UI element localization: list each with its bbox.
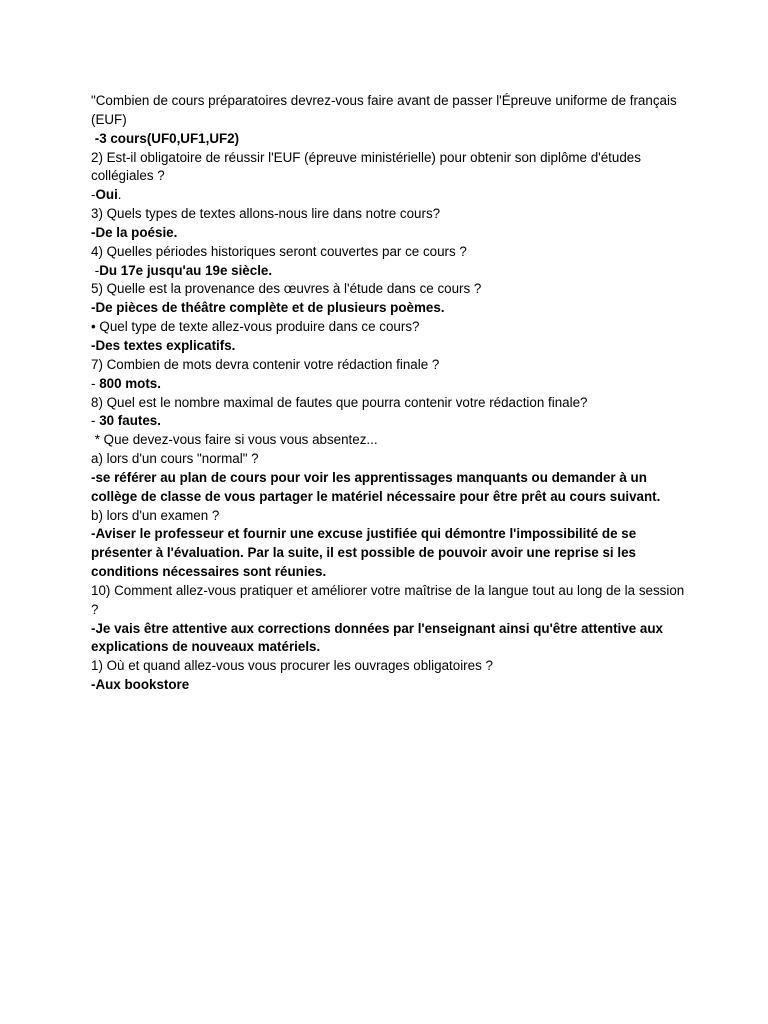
answer-7-bold: 800 mots.	[99, 375, 161, 391]
answer-11: -Aux bookstore	[91, 677, 190, 693]
question-10: 10) Comment allez-vous pratiquer et améliorer votre maîtrise de la langue tout au long de la session ?	[91, 582, 688, 617]
question-1: "Combien de cours préparatoires devrez-vous faire avant de passer l'Épreuve uniforme de français (EUF)	[91, 93, 681, 127]
answer-2	[91, 186, 691, 205]
document-body	[91, 92, 691, 695]
answer-7	[91, 375, 691, 394]
question-9a: a) lors d'un cours "normal" ?	[91, 451, 259, 467]
answer-2-suffix: .	[117, 187, 122, 203]
answer-9b: -Aviser le professeur et fournir une excuse justifiée qui démontre l'impossibilité de se présenter à l'évaluation. Par la suite, il est possible de pouvoir avoir une reprise si les conditions nécessaires sont réunies.	[91, 526, 640, 580]
answer-8-prefix: -	[91, 413, 100, 429]
question-7: 7) Combien de mots devra contenir votre rédaction finale ?	[91, 356, 440, 372]
answer-10: -Je vais être attentive aux corrections données par l'enseignant ainsi qu'être attentive aux explications de nouveaux matériels.	[91, 620, 667, 655]
answer-5: -De pièces de théâtre complète et de plusieurs poèmes.	[91, 300, 445, 316]
question-2: 2) Est-il obligatoire de réussir l'EUF (épreuve ministérielle) pour obtenir son diplôme d'études collégiales ?	[91, 149, 645, 184]
question-11: 1) Où et quand allez-vous vous procurer les ouvrages obligatoires ?	[91, 658, 493, 674]
answer-4-bold: Du 17e jusqu'au 19e siècle.	[99, 262, 273, 278]
answer-2-prefix: -	[91, 187, 96, 203]
answer-4	[91, 262, 691, 281]
answer-8-bold: 30 fautes.	[99, 413, 161, 429]
answer-1: -3 cours(UF0,UF1,UF2)	[91, 130, 240, 146]
answer-2-bold: Oui	[95, 187, 118, 203]
answer-7-prefix: -	[91, 375, 100, 391]
answer-9a: -se référer au plan de cours pour voir les apprentissages manquants ou demander à un collège de classe de vous partager le matériel nécessaire pour être prêt au cours suivant.	[91, 469, 661, 504]
answer-4-prefix: -	[91, 262, 100, 278]
question-8: 8) Quel est le nombre maximal de fautes que pourra contenir votre rédaction finale?	[91, 394, 588, 410]
answer-3: -De la poésie.	[91, 224, 178, 240]
question-4: 4) Quelles périodes historiques seront couvertes par ce cours ?	[91, 243, 467, 259]
question-3: 3) Quels types de textes allons-nous lire dans notre cours?	[91, 206, 441, 222]
question-9b: b) lors d'un examen ?	[91, 507, 220, 523]
answer-6: -Des textes explicatifs.	[91, 337, 236, 353]
question-6: • Quel type de texte allez-vous produire dans ce cours?	[91, 319, 420, 335]
question-9: * Que devez-vous faire si vous vous absentez...	[91, 432, 378, 448]
answer-8	[91, 412, 691, 431]
question-5: 5) Quelle est la provenance des œuvres à l'étude dans ce cours ?	[91, 281, 482, 297]
